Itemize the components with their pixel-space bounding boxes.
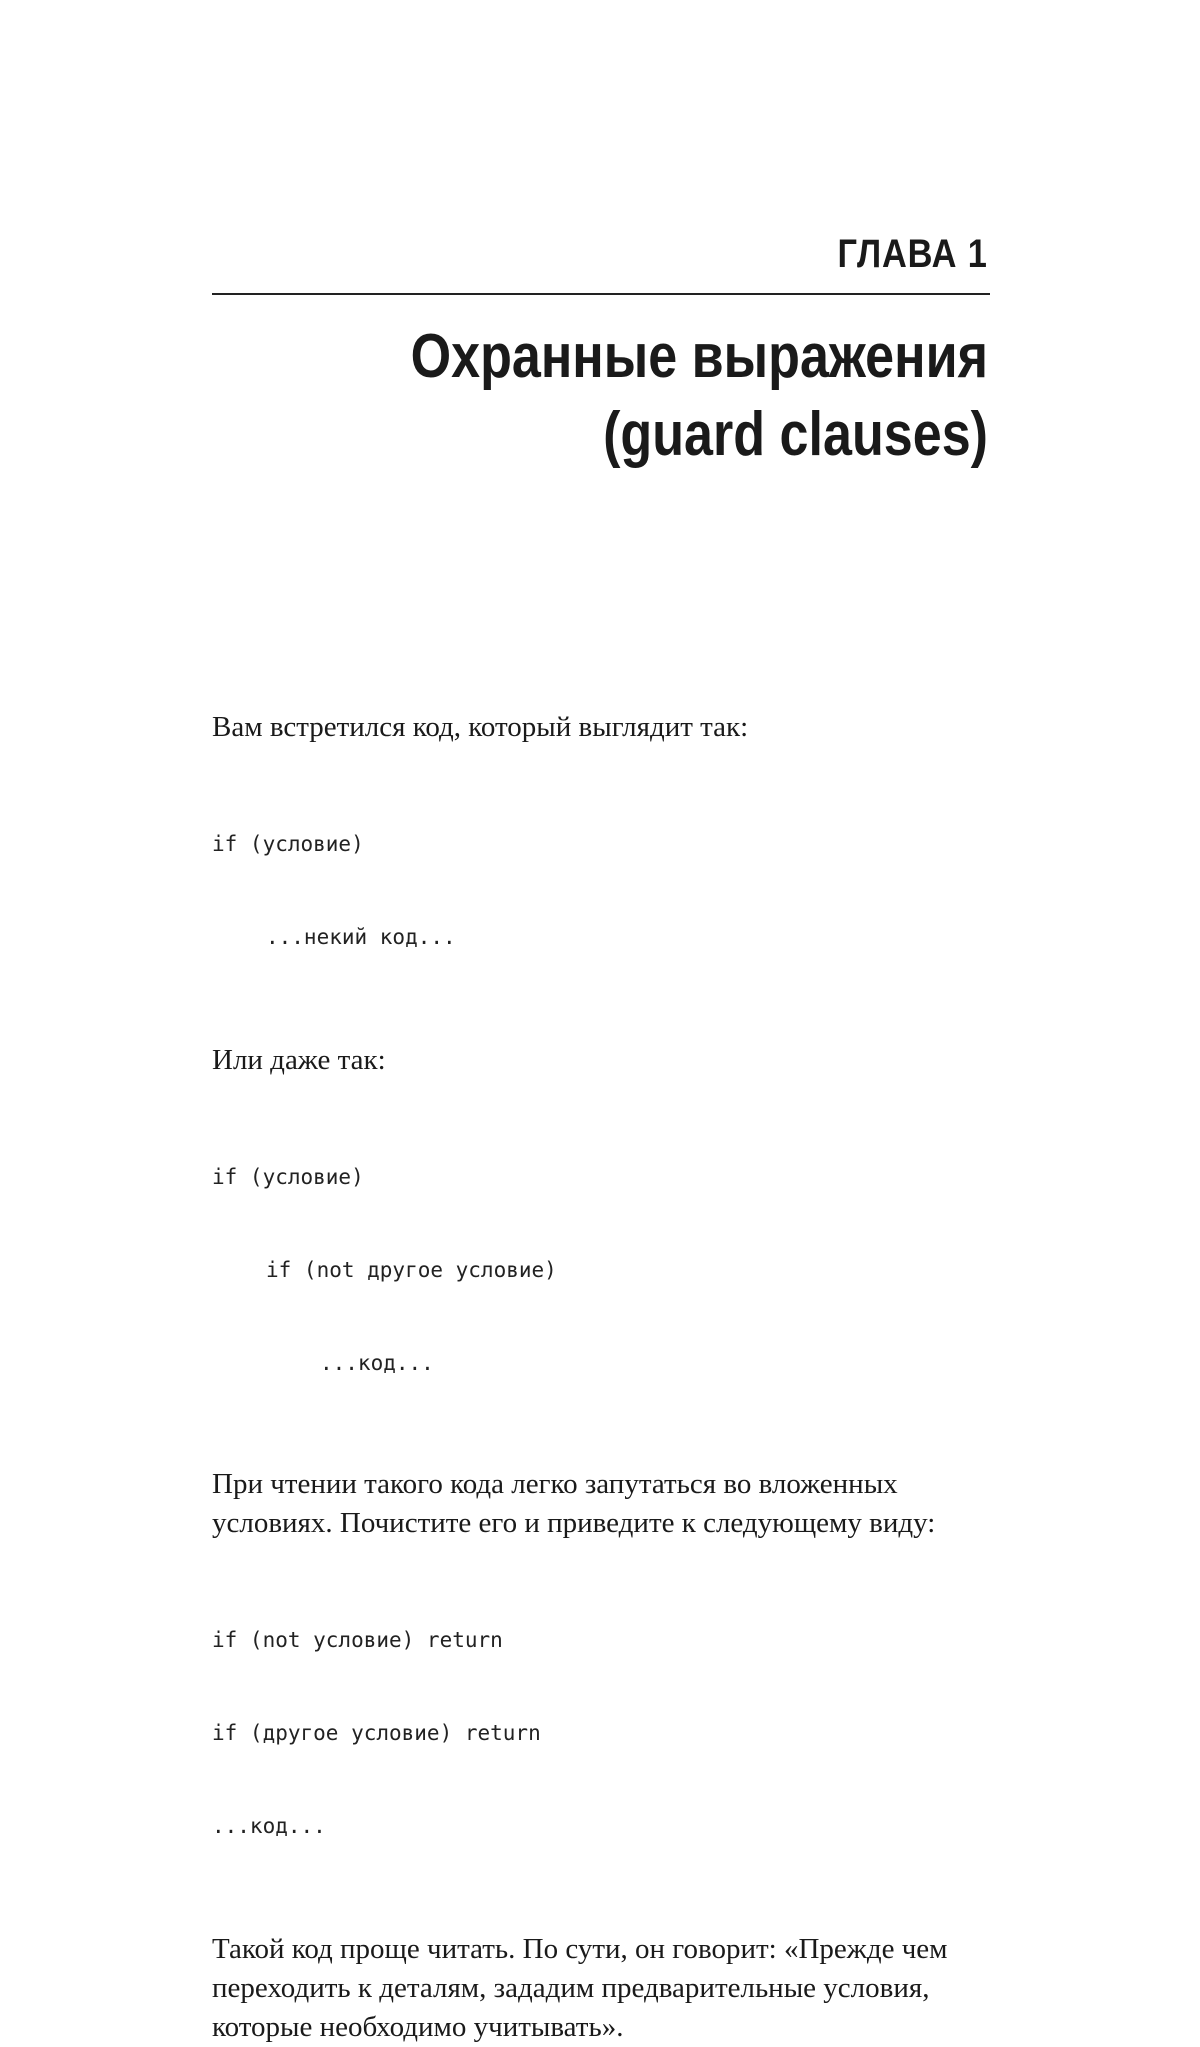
paragraph-conclusion xyxy=(212,1930,992,2047)
code-line: if (not условие) return xyxy=(212,1628,503,1652)
chapter-body xyxy=(212,708,992,2047)
code-line: if (условие) xyxy=(212,832,364,856)
paragraph-line: При чтении такого кода легко запутаться во вложенных xyxy=(212,1468,898,1500)
code-block-2 xyxy=(212,1100,992,1441)
code-line: if (условие) xyxy=(212,1165,364,1189)
code-block-1 xyxy=(212,767,992,1015)
code-line: ...код... xyxy=(320,1351,434,1375)
code-line: if (not другое условие) xyxy=(266,1258,557,1282)
paragraph-intro: Вам встретился код, который выглядит так: xyxy=(212,711,749,743)
paragraph-line: которые необходимо учитывать». xyxy=(212,2011,624,2043)
paragraph-nested xyxy=(212,1465,992,1543)
chapter-title-line-1: Охранные выражения xyxy=(410,322,988,391)
code-block-3 xyxy=(212,1563,992,1904)
chapter-title-line-2: (guard clauses) xyxy=(603,400,988,469)
paragraph-line: переходить к деталям, зададим предварительные условия, xyxy=(212,1972,930,2004)
chapter-title xyxy=(232,318,988,474)
chapter-divider xyxy=(212,293,990,295)
code-line: ...некий код... xyxy=(266,925,456,949)
chapter-label: ГЛАВА 1 xyxy=(837,232,988,276)
code-line: if (другое условие) return xyxy=(212,1721,541,1745)
paragraph-alt: Или даже так: xyxy=(212,1044,386,1076)
paragraph-line: Такой код проще читать. По сути, он говорит: «Прежде чем xyxy=(212,1933,948,1965)
paragraph-line: условиях. Почистите его и приведите к следующему виду: xyxy=(212,1507,936,1539)
code-line: ...код... xyxy=(212,1814,326,1838)
